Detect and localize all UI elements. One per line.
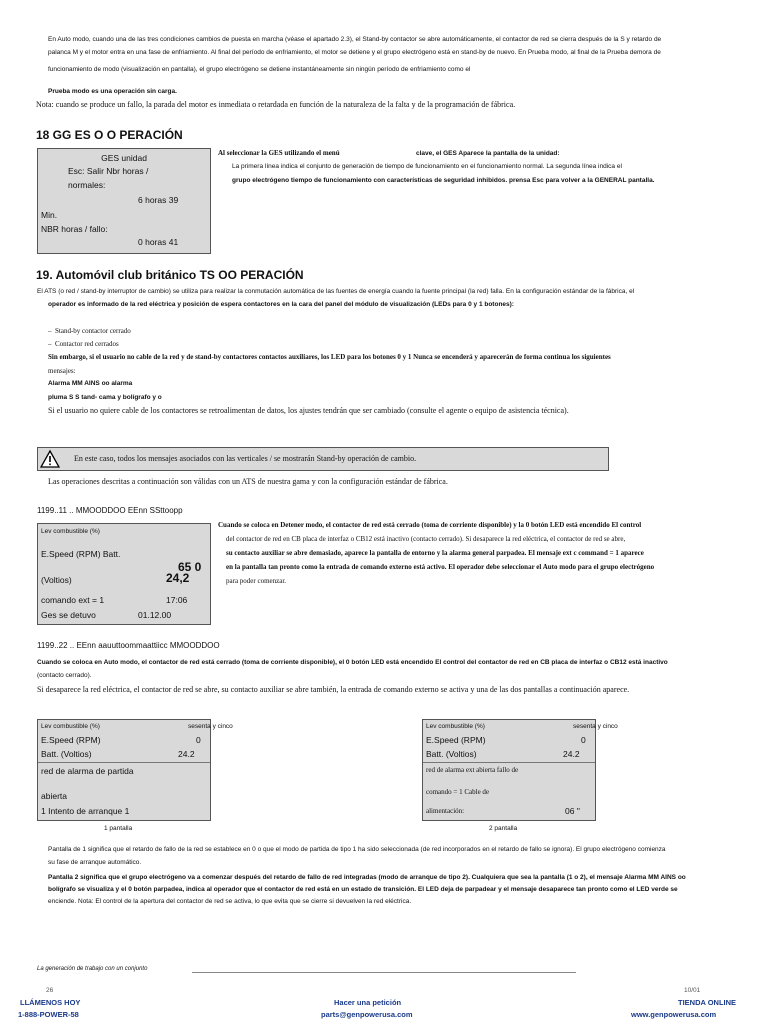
screen2-lev: Lev combustible (%) <box>426 723 485 730</box>
intro-paragraph <box>48 35 748 74</box>
screen2-batt-value: 24.2 <box>563 749 580 759</box>
bottom-p1: Pantalla de 1 significa que el retardo de fallo de la red se establece en 0 o que el modo de partida de tipo 1 ha sido seleccionada (de red incorporados en el retardo de fallo se ignora). El grupo electrógeno comienza <box>48 846 666 853</box>
lcd-speed: E.Speed (RPM) Batt. <box>41 549 121 559</box>
sec19-p7: Si el usuario no quiere cable de los contactores se retroalimentan de datos, los ajustes tendrán que ser cambiado (consulte el agente o equipo de asistencia técnica). <box>48 406 569 415</box>
sec1911-r3: su contacto auxiliar se abre demasiado, aparece la pantalla de entorno y la alarma general parpadea. El mensaje ext c command = 1 aparece <box>226 549 644 557</box>
section-18-heading: 18 GG ES O O PERACIÓN <box>36 128 183 142</box>
lcd-title: GES unidad <box>101 153 147 163</box>
footer-code: 10/01 <box>684 987 701 994</box>
intro-line-3: funcionamiento de modo (visualización en pantalla), el grupo electrógeno se detiene instantáneamente sin ningún período de enfriamiento como el <box>48 66 471 73</box>
sec1922-p1: Cuando se coloca en Auto modo, el contactor de red está cerrado (toma de corriente disponible), el 0 botón LED está encendido El control del contactor de red en CB placa de interfaz o CB12 está inactivo <box>37 659 668 666</box>
sec18-right-l1a: Al seleccionar la GES utilizando el menú <box>218 149 340 157</box>
sec19-p1: El ATS (o red / stand-by interruptor de cambio) se utiliza para realizar la conmutación automática de las fuentes de energía cuando la fuente principal (la red) falla. En la configuración estándar de la fábrica, el <box>37 288 635 295</box>
section-19-2-heading: 1199..22 .. EEnn aauuttoommaattiicc MMOODDOO <box>37 641 220 650</box>
lcd-esc: Esc: Salir Nbr horas / <box>68 166 149 176</box>
footer-email-link[interactable]: parts@genpowerusa.com <box>321 1010 413 1019</box>
footer-generation-text: La generación de trabajo con un conjunto <box>37 966 148 972</box>
sec1911-r5: para poder comenzar. <box>226 577 287 585</box>
intro-line-1: En Auto modo, cuando una de las tres condiciones cambios de puesta en marcha (véase el apartado 2.3), el Stand-by contactor se abre automáticamente, el contactor de red se cierra después de la S y retardo de <box>48 36 662 43</box>
warning-triangle-icon <box>40 449 60 469</box>
screen2-line-5: comando = 1 Cable de <box>426 788 490 796</box>
sec1911-r1: Cuando se coloca en Detener modo, el contactor de red está cerrado (toma de corriente disponible) y la 0 botón LED está encendido El control <box>218 521 642 529</box>
sec19-bullet-1: – Stand-by contactor cerrado <box>48 327 131 335</box>
screen2-line-6-value: 06 " <box>565 806 580 816</box>
bullet-2-text: Contactor red cerrados <box>55 340 119 348</box>
lcd-lev: Lev combustible (%) <box>41 528 100 535</box>
screen2-speed: E.Speed (RPM) <box>426 735 486 745</box>
sec19-p3: Sin embargo, si el usuario no cable de la red y de stand-by contactores contactos auxiliares, los LED para los botones 0 y 1 Nunca se encenderá y aparecerán de forma continua los siguientes <box>48 353 611 361</box>
screen2-line-4: red de alarma ext abierta fallo de <box>426 766 519 774</box>
sec18-right-l3: grupo electrógeno tiempo de funcionamiento con características de seguridad inhibidos. prensa Esc para volver a la GENERAL pantalla. <box>232 177 655 184</box>
ges-unit-lcd <box>37 148 211 254</box>
footer-request-label: Hacer una petición <box>334 998 402 1007</box>
bullet-1-text: Stand-by contactor cerrado <box>55 327 131 335</box>
screen1-divider <box>38 762 210 763</box>
sec19-p4: mensajes: <box>48 367 76 375</box>
lcd-nbr: NBR horas / fallo: <box>41 224 108 234</box>
screen-1-lcd <box>37 719 233 821</box>
screen-2-lcd <box>422 719 618 821</box>
stop-mode-lcd <box>37 523 211 625</box>
screen1-batt: Batt. (Voltios) <box>41 749 92 759</box>
section-19-heading: 19. Automóvil club británico TS OO PERACIÓN <box>36 268 304 282</box>
sec19-bullet-2: – Contactor red cerrados <box>48 340 119 348</box>
warning-note-box <box>37 447 609 471</box>
intro-note: Nota: cuando se produce un fallo, la parada del motor es inmediata o retardada en función de la naturaleza de la falta y de la programación de fábrica. <box>36 100 516 109</box>
screen1-line-6: 1 Intento de arranque 1 <box>41 806 130 816</box>
sec19-p8: Las operaciones descritas a continuación son válidas con un ATS de nuestra gama y con la configuración estándar de fábrica. <box>48 477 448 486</box>
sec1911-r2: del contactor de red en CB placa de interfaz o CB12 está inactivo (contacto cerrado). Si desaparece la red eléctrica, el contactor de red se abre, <box>226 535 626 543</box>
sec1911-r4: en la pantalla tan pronto como la entrada de comando externo está activo. El operador debe seleccionar el Auto modo para el grupo electrógeno <box>226 563 655 571</box>
intro-line-2: palanca M y el motor entra en una fase de enfriamiento. Al final del período de enfriamiento, el motor se detiene y el grupo electrógeno está en stand-by de nuevo. En Prueba modo, al final de la Prueba demora de <box>48 49 661 56</box>
lcd-cmd-value: 17:06 <box>166 595 188 605</box>
bottom-p4: bolígrafo se visualiza y el 0 botón parpadea, indica al operador que el contactor de red está en un estado de transición. El LED deja de parpadear y el mensaje desaparece tan pronto como el LED verde se <box>48 886 678 893</box>
sec1922-p2: (contacto cerrado). <box>37 672 92 679</box>
sec18-right-l2: La primera línea indica el conjunto de generación de tiempo de funcionamiento en el funcionamiento normal. La segunda línea indica el <box>232 163 622 170</box>
footer-rule <box>192 972 576 973</box>
section-19-1-heading: 1199..11 .. MMOODDOO EEnn SSttoopp <box>37 506 183 515</box>
lcd-min: Min. <box>41 210 58 220</box>
sec19-p2: operador es informado de la red eléctrica y posición de espera contactores en la cara del panel del módulo de visualización (LEDs para 0 y 1 botones): <box>48 301 514 308</box>
screen2-line-6: alimentación: <box>426 807 465 815</box>
screen-1-caption: 1 pantalla <box>104 825 133 832</box>
bottom-p3: Pantalla 2 significa que el grupo electrógeno va a comenzar después del retardo de fallo de red integradas (modo de arranque de tipo 2). Cualquiera que sea la pantalla (1 o 2), el mensaje Alarma MM AINS oo <box>48 874 686 881</box>
sec1911-right-text <box>218 520 758 586</box>
lcd-value-1: 6 horas 39 <box>138 195 179 205</box>
footer-phone[interactable]: 1-888-POWER-58 <box>18 1010 79 1019</box>
screen2-batt: Batt. (Voltios) <box>426 749 477 759</box>
screen1-batt-value: 24.2 <box>178 749 195 759</box>
intro-p2: Prueba modo es una operación sin carga. <box>48 88 177 95</box>
footer-website-link[interactable]: www.genpowerusa.com <box>631 1010 717 1019</box>
sec1922-p3: Si desaparece la red eléctrica, el contactor de red se abre, su contacto auxiliar se abre también, la entrada de comando externo se activa y una de las dos pantallas a continuación aparece. <box>37 685 630 694</box>
bottom-paragraph <box>48 845 758 906</box>
lcd-ges: Ges se detuvo <box>41 610 96 620</box>
screen1-speed: E.Speed (RPM) <box>41 735 101 745</box>
lcd-ges-value: 01.12.00 <box>138 610 172 620</box>
bottom-p5: enciende. Nota: El control de la apertura del contactor de red se activa, lo que evita que se cierre si devuelven la red eléctrica. <box>48 898 412 905</box>
lcd-voltios: (Voltios) <box>41 575 72 585</box>
screen1-line-5: abierta <box>41 791 67 801</box>
sec19-p6: pluma S S tand- cama y bolígrafo y o <box>48 394 162 401</box>
lcd-normales: normales: <box>68 180 106 190</box>
sec19-p5: Alarma MM AINS oo alarma <box>48 380 133 387</box>
screen1-speed-value: 0 <box>196 735 201 745</box>
footer-call-label: LLÁMENOS HOY <box>20 998 81 1007</box>
footer-page-number: 26 <box>46 987 54 994</box>
lcd-value-65: 65 0 <box>178 560 202 574</box>
screen2-speed-value: 0 <box>581 735 586 745</box>
footer-shop-label: TIENDA ONLINE <box>678 998 737 1007</box>
sec18-right-l1b: clave, el GES Aparece la pantalla de la unidad: <box>416 150 560 157</box>
screen2-lev-value: sesenta y cinco <box>573 723 618 730</box>
screen1-lev: Lev combustible (%) <box>41 723 100 730</box>
warning-note-text: En este caso, todos los mensajes asociados con las verticales / se mostrarán Stand-by operación de cambio. <box>74 454 417 463</box>
lcd-cmd: comando ext = 1 <box>41 595 105 605</box>
bottom-p2: su fase de arranque automático. <box>48 859 142 866</box>
screen2-divider <box>423 762 595 763</box>
footer-generation <box>37 966 147 972</box>
screen-2-caption: 2 pantalla <box>489 825 518 832</box>
screen1-line-4: red de alarma de partida <box>41 766 134 776</box>
lcd-value-2: 0 horas 41 <box>138 237 179 247</box>
screen1-lev-value: sesenta y cinco <box>188 723 233 730</box>
lcd-value-242: 24,2 <box>166 571 190 585</box>
